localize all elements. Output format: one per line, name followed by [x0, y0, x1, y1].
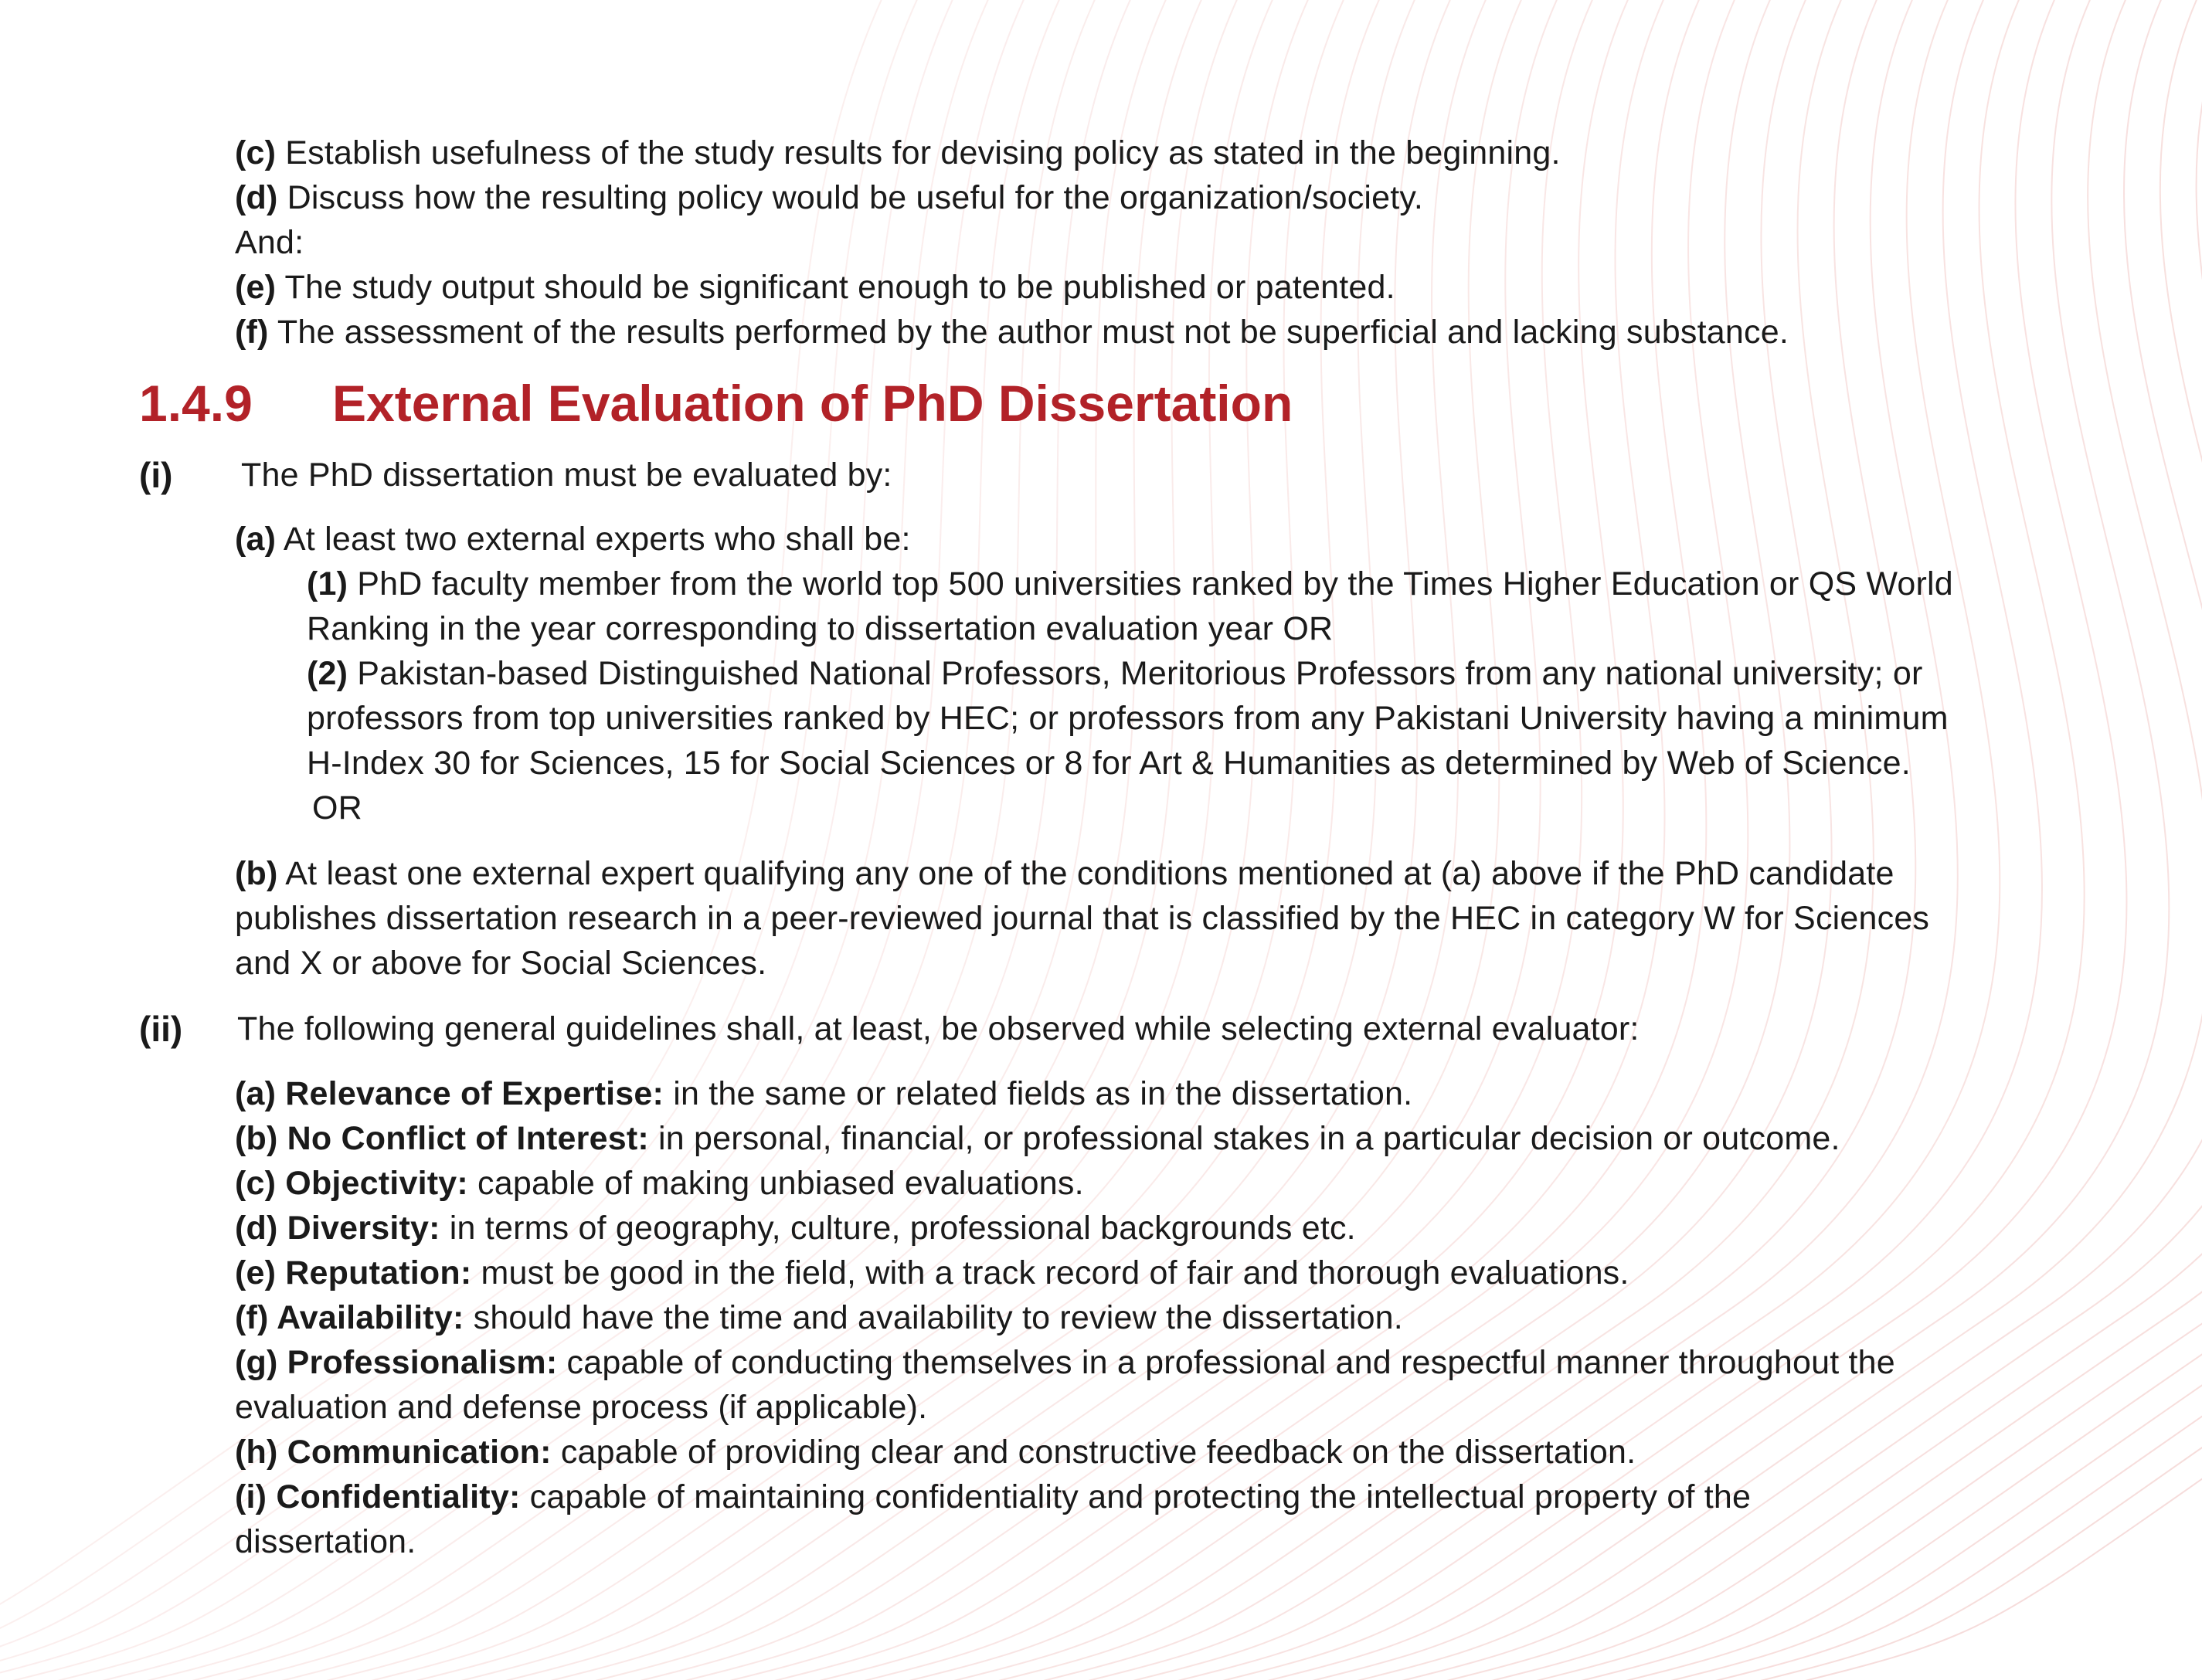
guideline-i-continued: dissertation. [235, 1523, 416, 1560]
part-i-text: The PhD dissertation must be evaluated by: [241, 456, 892, 494]
intro-item-d: (d) Discuss how the resulting policy would be useful for the organization/society. [235, 179, 1424, 216]
part-i-item-b-line-3: and X or above for Social Sciences. [235, 945, 767, 982]
section-title: External Evaluation of PhD Dissertation [332, 375, 1293, 432]
part-i-sub-1-line-1: (1) PhD faculty member from the world top 500 universities ranked by the Times Higher Education or QS World [307, 565, 1953, 602]
intro-item-c: (c) Establish usefulness of the study results for devising policy as stated in the beginning. [235, 134, 1561, 171]
intro-item-f: (f) The assessment of the results performed by the author must not be superficial and lacking substance. [235, 314, 1789, 351]
guideline-i: (i) Confidentiality: capable of maintaining confidentiality and protecting the intellectual property of the [235, 1478, 1752, 1515]
part-i-or: OR [312, 789, 362, 826]
guideline-c: (c) Objectivity: capable of making unbiased evaluations. [235, 1165, 1084, 1202]
part-i-item-a: (a) At least two external experts who shall be: [235, 521, 911, 558]
intro-and: And: [235, 224, 304, 261]
guideline-f: (f) Availability: should have the time and availability to review the dissertation. [235, 1299, 1403, 1336]
part-i-item-b-line-2: publishes dissertation research in a peer-reviewed journal that is classified by the HEC in category W for Sciences [235, 900, 1930, 937]
part-i-sub-2-line-3: H-Index 30 for Sciences, 15 for Social Sciences or 8 for Art & Humanities as determined by Web of Science. [307, 745, 1911, 782]
part-ii-marker: (ii) [139, 1009, 183, 1049]
guideline-d: (d) Diversity: in terms of geography, culture, professional backgrounds etc. [235, 1210, 1356, 1247]
guideline-g: (g) Professionalism: capable of conducting themselves in a professional and respectful manner throughout the [235, 1344, 1895, 1381]
part-i-marker: (i) [139, 455, 173, 495]
intro-item-e: (e) The study output should be significant enough to be published or patented. [235, 269, 1395, 306]
guideline-a: (a) Relevance of Expertise: in the same or related fields as in the dissertation. [235, 1075, 1413, 1112]
section-number: 1.4.9 [139, 375, 253, 432]
guideline-g-continued: evaluation and defense process (if applicable). [235, 1389, 928, 1426]
section-heading [139, 372, 1293, 434]
guideline-h: (h) Communication: capable of providing clear and constructive feedback on the dissertation. [235, 1434, 1636, 1471]
part-i-item-b-line-1: (b) At least one external expert qualifying any one of the conditions mentioned at (a) above if the PhD candidate [235, 855, 1894, 892]
part-i-sub-2-line-2: professors from top universities ranked by HEC; or professors from any Pakistani University having a minimum [307, 700, 1949, 737]
part-i-sub-2-line-1: (2) Pakistan-based Distinguished National Professors, Meritorious Professors from any national university; or [307, 655, 1923, 692]
guideline-b: (b) No Conflict of Interest: in personal, financial, or professional stakes in a particular decision or outcome. [235, 1120, 1840, 1157]
guideline-e: (e) Reputation: must be good in the field, with a track record of fair and thorough evaluations. [235, 1254, 1629, 1291]
part-ii-text: The following general guidelines shall, at least, be observed while selecting external evaluator: [237, 1010, 1640, 1047]
part-i-sub-1-line-2: Ranking in the year corresponding to dissertation evaluation year OR [307, 610, 1334, 647]
